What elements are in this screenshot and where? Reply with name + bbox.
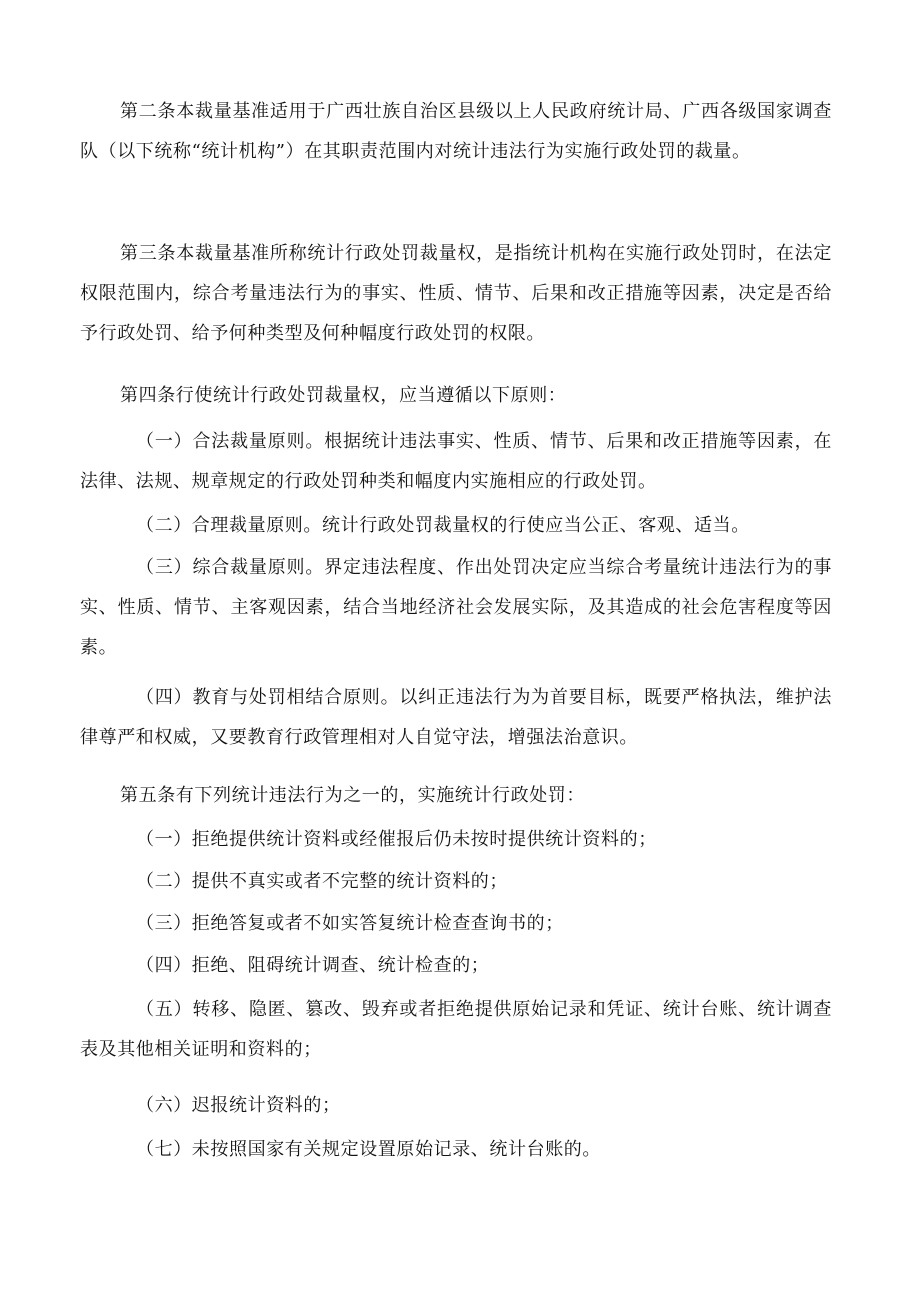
article-3-paragraph: 第三条本裁量基准所称统计行政处罚裁量权，是指统计机构在实施行政处罚时，在法定权限范围内，综合考量违法行为的事实、性质、情节、后果和改正措施等因素，决定是否给予行政处罚、给予何种类型及何种幅度行政处罚的权限。 (80, 243, 832, 344)
article-5-item-2: （二）提供不真实或者不完整的统计资料的； (136, 871, 508, 892)
article-5-item-5: （五）转移、隐匿、篡改、毁弃或者拒绝提供原始记录和凭证、统计台账、统计调查表及其他相关证明和资料的； (80, 999, 832, 1060)
article-5-item-6: （六）迟报统计资料的； (136, 1095, 341, 1116)
article-5-item-3: （三）拒绝答复或者不如实答复统计检查查询书的； (136, 913, 564, 934)
article-5-item-4: （四）拒绝、阻碍统计调查、统计检查的； (136, 955, 490, 976)
article-2-paragraph: 第二条本裁量基准适用于广西壮族自治区县级以上人民政府统计局、广西各级国家调查队（以下统称“统计机构”）在其职责范围内对统计违法行为实施行政处罚的裁量。 (80, 101, 832, 162)
article-4-item-2: （二）合理裁量原则。统计行政处罚裁量权的行使应当公正、客观、适当。 (136, 515, 750, 536)
article-5-item-1: （一）拒绝提供统计资料或经催报后仍未按时提供统计资料的； (136, 829, 657, 850)
article-5-item-7: （七）未按照国家有关规定设置原始记录、统计台账的。 (136, 1139, 601, 1160)
article-5-paragraph: 第五条有下列统计违法行为之一的，实施统计行政处罚： (120, 785, 585, 806)
article-4-item-1: （一）合法裁量原则。根据统计违法事实、性质、情节、后果和改正措施等因素，在法律、法规、规章规定的行政处罚种类和幅度内实施相应的行政处罚。 (80, 431, 832, 492)
article-4-paragraph: 第四条行使统计行政处罚裁量权，应当遵循以下原则： (120, 385, 567, 406)
article-4-item-4: （四）教育与处罚相结合原则。以纠正违法行为为首要目标，既要严格执法，维护法律尊严和权威，又要教育行政管理相对人自觉守法，增强法治意识。 (80, 687, 832, 748)
article-4-item-3: （三）综合裁量原则。界定违法程度、作出处罚决定应当综合考量统计违法行为的事实、性质、情节、主客观因素，结合当地经济社会发展实际，及其造成的社会危害程度等因素。 (80, 557, 832, 658)
